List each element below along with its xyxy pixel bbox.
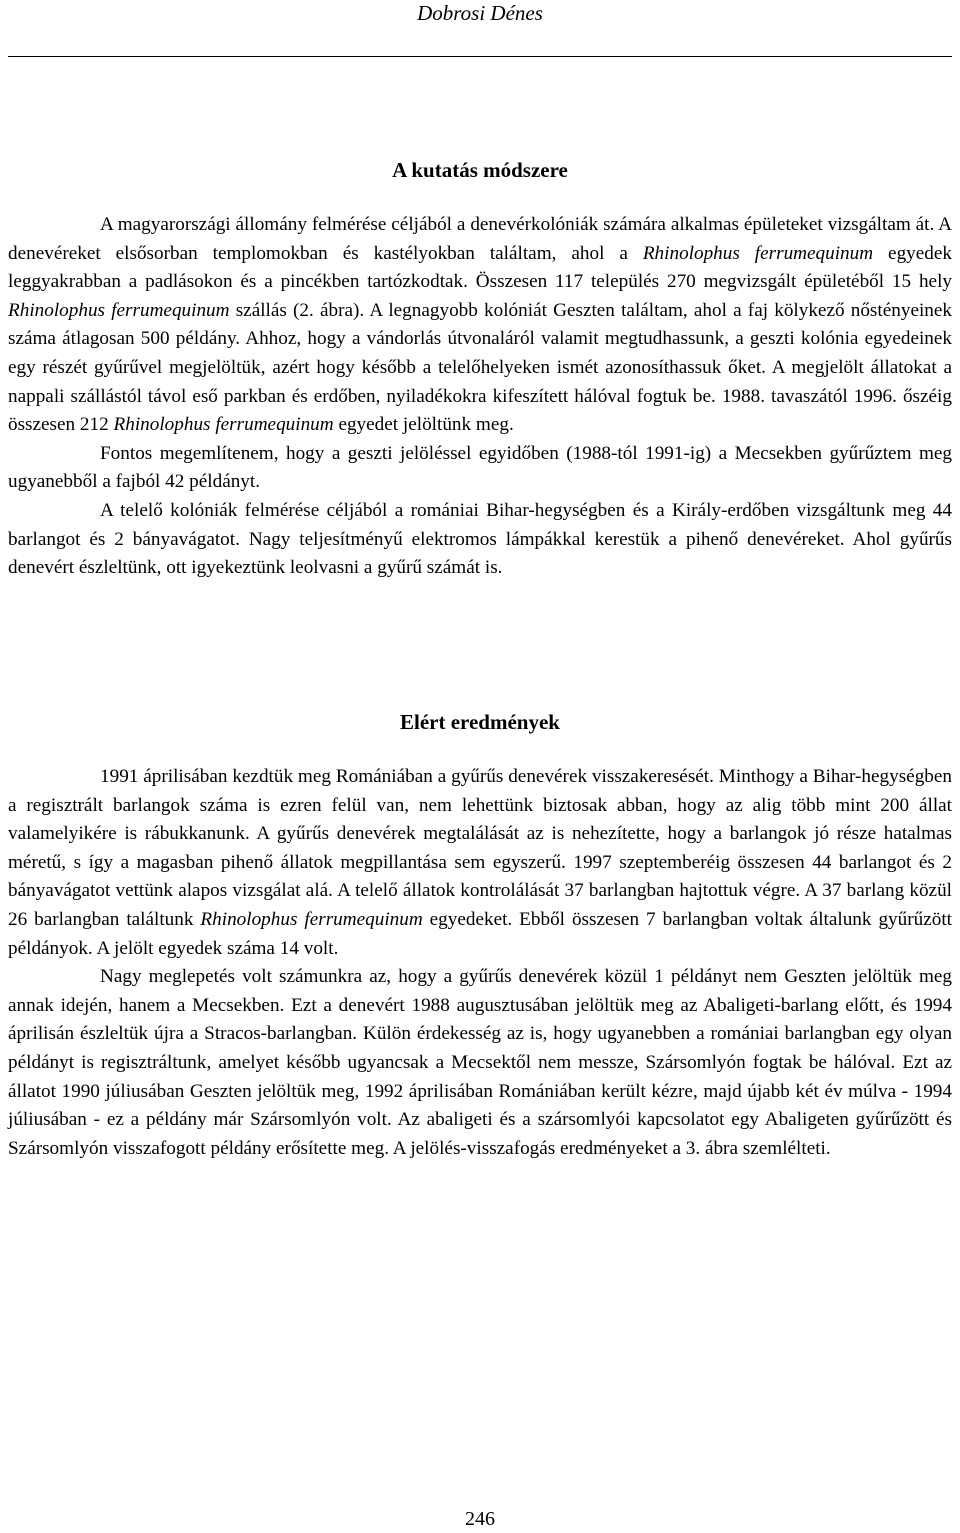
methods-paragraph-2: Fontos megemlítenem, hogy a geszti jelöléssel egyidőben (1988-tól 1991-ig) a Mecsekben gyűrűztem meg ugyanebből a fajból 42 példányt. <box>8 442 952 493</box>
species-name: Rhinolophus ferrumequinum <box>642 242 874 264</box>
section-title-results: Elért eredmények <box>400 710 560 734</box>
text-run: egyedeket. Ebből összesen 7 barlangban voltak általunk gyűrűzött példányok. A jelölt egyedek száma 14 volt. <box>8 908 952 959</box>
methods-paragraph-1 <box>8 211 952 440</box>
results-paragraph-1 <box>8 763 952 963</box>
text-run: A magyarországi állomány felmérése céljából a denevérkolóniák számára alkalmas épületeket vizsgáltam át. A denevéreket elsősorban templomokban és kastélyokban találtam, ahol a <box>8 214 952 264</box>
text-run: szállás (2. ábra). A legnagyobb kolóniát Geszten találtam, ahol a faj kölykező nőstényeinek száma átlagosan 500 példány. Ahhoz, hogy a vándorlás útvonaláról valamit megtudhassunk, a geszti kolónia egyedeinek egy részét gyűrűvel megjelöltük, azért hogy később a telelőhelyeken ismét azonosíthassuk őket. A megjelölt állatokat a nappali szállástól távol eső parkban és erdőben, nyiladékokra kifeszített hálóval fogtuk be. 1988. tavaszától 1996. őszéig összesen 212 <box>8 299 952 436</box>
species-name: Rhinolophus ferrumequinum <box>8 299 230 321</box>
header-rule <box>8 56 952 57</box>
results-section <box>8 763 952 1163</box>
text-run: egyedet jelöltünk meg. <box>333 414 514 436</box>
text-run: egyedek leggyakrabban a padlásokon és a pincékben tartózkodtak. Összesen 117 település 270 megvizsgált épületéből 15 hely <box>8 242 952 293</box>
running-header <box>0 0 960 26</box>
page-number: 246 <box>465 1508 495 1530</box>
section-title-methods: A kutatás módszere <box>392 158 568 182</box>
species-name: Rhinolophus ferrumequinum <box>113 414 334 436</box>
methods-paragraph-3: A telelő kolóniák felmérése céljából a romániai Bihar-hegységben és a Király-erdőben vizsgáltunk meg 44 barlangot és 2 bányavágatot. Nagy teljesítményű elektromos lámpákkal kerestük a pihenő denevéreket. Ahol gyűrűs denevért észleltünk, ott igyekeztünk leolvasni a gyűrű számát is. <box>8 499 952 579</box>
species-name: Rhinolophus ferrumequinum <box>200 908 423 930</box>
text-run: 1991 áprilisában kezdtük meg Romániában a gyűrűs denevérek visszakeresését. Minthogy a Bihar-hegységben a regisztrált barlangok száma is ezren felül van, nem lehettünk biztosak abban, hogy az alig több mint 200 állat valamelyikére is rábukkanunk. A gyűrűs denevérek megtalálását az is nehezítette, hogy a barlangok jó része hatalmas méretű, s így a magasban pihenő állatok megpillantása sem egyszerű. 1997 szeptemberéig összesen 44 barlangot és 2 bányavágatot vettünk alapos vizsgálat alá. A telelő állatok kontrolálását 37 barlangban hajtottuk végre. A 37 barlang közül 26 barlangban találtunk <box>8 766 952 930</box>
header-author: Dobrosi Dénes <box>417 1 543 25</box>
methods-section <box>8 211 952 583</box>
results-paragraph-2: Nagy meglepetés volt számunkra az, hogy a gyűrűs denevérek közül 1 példányt nem Geszten jelöltük meg annak idején, hanem a Mecsekben. Ezt a denevért 1988 augusztusában jelöltük meg az Abaligeti-barlang előtt, és 1994 áprilisán észleltük újra a Stracos-barlangban. Külön érdekesség az is, hogy ugyanebben a romániai barlangban egy olyan példányt is regisztráltunk, amelyet később ugyancsak a Mecsektől nem messze, Szársomlyón fogtak be hálóval. Ezt az állatot 1990 júliusában Geszten jelöltük meg, 1992 áprilisában Romániában került kézre, majd újabb két év múlva - 1994 júliusában - ez a példány már Szársomlyón volt. Az abaligeti és a szársomlyói kapcsolatot egy Abaligeten gyűrűzött és Szársomlyón visszafogott példány erősítette meg. A jelölés-visszafogás eredményeket a 3. ábra szemlélteti. <box>8 966 952 1159</box>
